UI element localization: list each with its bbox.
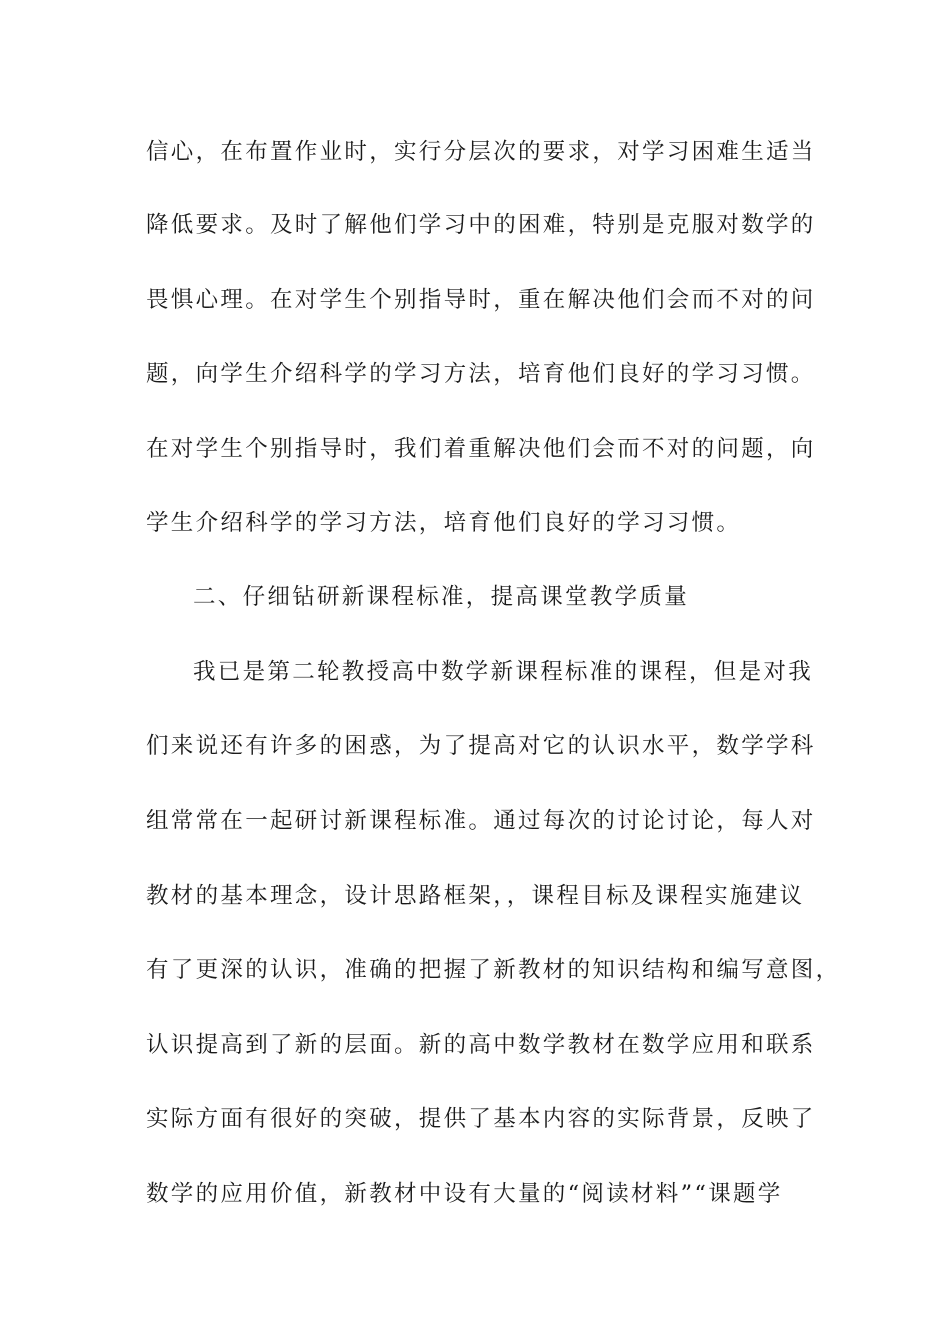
text-line: 在对学生个别指导时，我们着重解决他们会而不对的问题，向 [146,436,816,462]
text-line: 教材的基本理念，设计思路框架，，课程目标及课程实施建议 [146,883,805,909]
section-heading: 二、仔细钻研新课程标准，提高课堂教学质量 [193,584,690,610]
text-line: 实际方面有很好的突破，提供了基本内容的实际背景，反映了 [146,1106,816,1132]
text-line: 有了更深的认识，准确的把握了新教材的知识结构和编写意图， [146,957,841,983]
text-line: 学生介绍科学的学习方法，培育他们良好的学习习惯。 [146,510,742,536]
text-line: 认识提高到了新的层面。新的高中数学教材在数学应用和联系 [146,1032,816,1058]
text-line: 我已是第二轮教授高中数学新课程标准的课程，但是对我 [193,659,814,685]
text-line: 降低要求。及时了解他们学习中的困难，特别是克服对数学的 [146,212,816,238]
text-line: 题，向学生介绍科学的学习方法，培育他们良好的学习习惯。 [146,361,816,387]
text-line: 组常常在一起研讨新课程标准。通过每次的讨论讨论，每人对 [146,808,816,834]
text-line: 数学的应用价值，新教材中设有大量的“阅读材料”“课题学 [146,1181,783,1207]
text-line: 们来说还有许多的困惑，为了提高对它的认识水平，数学学科 [146,733,816,759]
text-line: 畏惧心理。在对学生个别指导时，重在解决他们会而不对的问 [146,287,816,313]
text-line: 信心，在布置作业时，实行分层次的要求，对学习困难生适当 [146,139,816,165]
